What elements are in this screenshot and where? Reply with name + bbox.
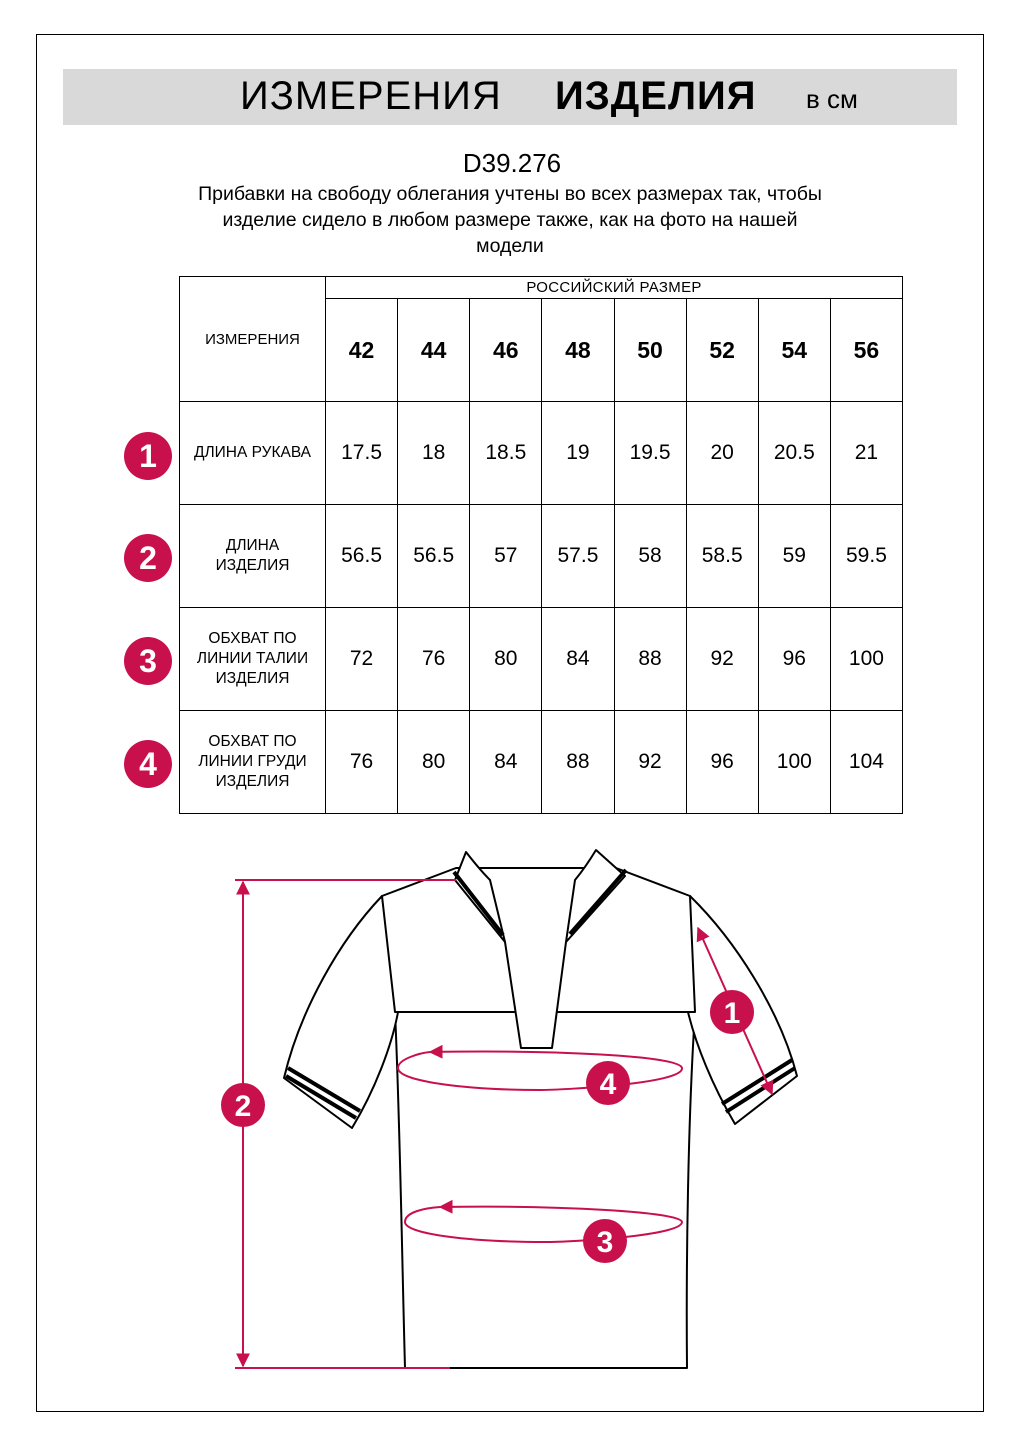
value-cell: 80 — [470, 608, 542, 711]
value-cell: 72 — [326, 608, 398, 711]
shirt-body-outline — [395, 1012, 695, 1368]
fit-note-line: модели — [476, 235, 544, 257]
value-cell: 92 — [686, 608, 758, 711]
size-header-cell: 42 — [326, 299, 398, 402]
value-cell: 96 — [686, 711, 758, 814]
row-badge-2: 2 — [124, 534, 172, 582]
value-cell: 58.5 — [686, 505, 758, 608]
row-badge-3: 3 — [124, 637, 172, 685]
marker-2 — [221, 1083, 265, 1127]
size-header-cell: 48 — [542, 299, 614, 402]
size-header-cell: 50 — [614, 299, 686, 402]
value-cell: 58 — [614, 505, 686, 608]
value-cell: 20.5 — [758, 402, 830, 505]
value-cell: 59.5 — [830, 505, 902, 608]
value-cell: 92 — [614, 711, 686, 814]
value-cell: 18.5 — [470, 402, 542, 505]
value-cell: 100 — [830, 608, 902, 711]
marker-3 — [583, 1219, 627, 1263]
row-badge-4: 4 — [124, 740, 172, 788]
value-cell: 57.5 — [542, 505, 614, 608]
value-cell: 76 — [398, 608, 470, 711]
title-word-measurements: ИЗМЕРЕНИЯ — [240, 74, 502, 118]
marker-4 — [586, 1061, 630, 1105]
value-cell: 59 — [758, 505, 830, 608]
row-badge-1: 1 — [124, 432, 172, 480]
value-cell: 80 — [398, 711, 470, 814]
fit-note-line: Прибавки на свободу облегания учтены во всех размерах так, чтобы — [198, 183, 822, 205]
value-cell: 21 — [830, 402, 902, 505]
marker-3-label: 3 — [596, 1226, 614, 1259]
row-label-item-length: ДЛИНА ИЗДЕЛИЯ — [180, 505, 326, 608]
left-sleeve-outline — [284, 896, 398, 1128]
value-cell: 88 — [614, 608, 686, 711]
value-cell: 56.5 — [326, 505, 398, 608]
article-code: D39.276 — [462, 148, 562, 178]
size-header-cell: 46 — [470, 299, 542, 402]
value-cell: 88 — [542, 711, 614, 814]
measurements-header: ИЗМЕРЕНИЯ — [180, 277, 326, 402]
size-header-cell: 54 — [758, 299, 830, 402]
row-label-sleeve-length: ДЛИНА РУКАВА — [180, 402, 326, 505]
marker-1 — [710, 990, 754, 1034]
value-cell: 76 — [326, 711, 398, 814]
marker-1-label: 1 — [723, 997, 741, 1030]
value-cell: 20 — [686, 402, 758, 505]
marker-2-label: 2 — [234, 1090, 252, 1123]
fit-note-line: изделие сидело в любом размере также, как на фото на нашей — [222, 209, 798, 231]
row-label-chest-girth: ОБХВАТ ПО ЛИНИИ ГРУДИ ИЗДЕЛИЯ — [180, 711, 326, 814]
row-label-waist-girth: ОБХВАТ ПО ЛИНИИ ТАЛИИ ИЗДЕЛИЯ — [180, 608, 326, 711]
title-unit: в см — [806, 84, 858, 114]
russian-size-header: РОССИЙСКИЙ РАЗМЕР — [326, 277, 903, 299]
value-cell: 104 — [830, 711, 902, 814]
value-cell: 84 — [542, 608, 614, 711]
value-cell: 18 — [398, 402, 470, 505]
size-header-cell: 44 — [398, 299, 470, 402]
value-cell: 56.5 — [398, 505, 470, 608]
size-header-cell: 56 — [830, 299, 902, 402]
value-cell: 17.5 — [326, 402, 398, 505]
marker-4-label: 4 — [599, 1068, 617, 1101]
value-cell: 96 — [758, 608, 830, 711]
title-word-item: ИЗДЕЛИЯ — [555, 74, 757, 118]
size-header-cell: 52 — [686, 299, 758, 402]
value-cell: 84 — [470, 711, 542, 814]
value-cell: 100 — [758, 711, 830, 814]
value-cell: 57 — [470, 505, 542, 608]
value-cell: 19.5 — [614, 402, 686, 505]
value-cell: 19 — [542, 402, 614, 505]
